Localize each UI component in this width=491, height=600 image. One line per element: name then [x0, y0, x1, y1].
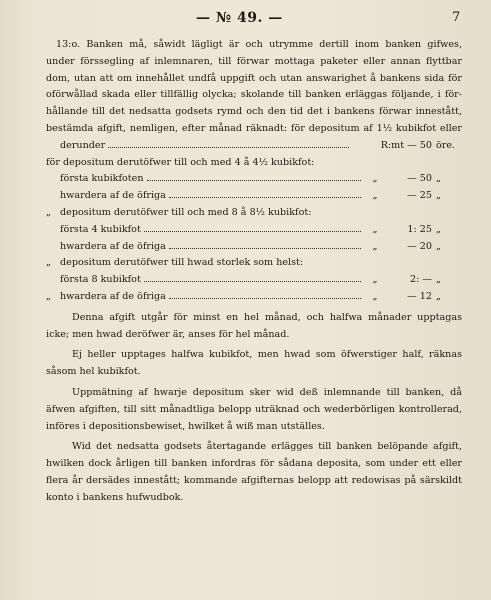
fee-label: första 8 kubikfot — [60, 274, 141, 286]
fee-label: hwardera af de öfriga — [60, 290, 166, 302]
text-line: konto i bankens hufwudbok. — [46, 491, 184, 503]
page-header — [0, 4, 491, 30]
ditto-mark: „ — [46, 257, 51, 269]
text-line: äfwen afgiften, till sitt månadtliga belopp uträknad och wederbörligen kontrollerad, — [46, 403, 462, 415]
fee-unit: öre. — [436, 139, 456, 151]
leader-dots — [144, 222, 361, 232]
fee-unit: „ — [436, 173, 441, 185]
fee-unit: „ — [436, 223, 441, 235]
fee-row — [46, 239, 462, 256]
document-body — [46, 37, 462, 507]
text-line: bestämda afgift, nemligen, efter månad räknadt: för depositum af 1½ kubikfot eller — [46, 122, 462, 134]
text-line: 13:o. Banken må, såwidt lägligt är och utrymme dertill inom banken gifwes, — [56, 39, 462, 50]
text-line: Denna afgift utgår för minst en hel månad, och halfwa månader upptagas — [72, 311, 462, 323]
text-line: dom, utan att om innehållet undfå uppgift och utan answarighet å bankens sida för — [46, 72, 462, 84]
ditto-mark: „ — [372, 190, 378, 202]
ditto-mark: „ — [372, 173, 378, 185]
fee-label: hwardera af de öfriga — [60, 240, 166, 252]
leader-dots — [147, 171, 361, 181]
paragraph — [46, 347, 462, 381]
text-line: hållande till det nedsatta godsets rymd och den tid det i bankens förwar innestått, — [46, 106, 462, 118]
fee-label: derunder — [60, 139, 106, 151]
text-line: såsom hel kubikfot. — [46, 366, 141, 378]
fee-label: hwardera af de öfriga — [60, 190, 166, 202]
fee-amount: 1: 25 — [407, 223, 432, 235]
paragraph — [46, 310, 462, 344]
fee-category-text: depositum derutöfwer till och med 8 å 8½ kubikfot: — [60, 206, 312, 218]
fee-unit: „ — [436, 274, 441, 286]
fee-amount: R:mt — 50 — [380, 139, 432, 151]
ditto-mark: „ — [372, 274, 378, 286]
fee-amount: 2: — — [410, 274, 432, 286]
ditto-mark: „ — [372, 240, 378, 252]
fee-unit: „ — [436, 190, 441, 202]
ditto-mark: „ — [372, 290, 378, 302]
leader-dots — [169, 289, 361, 299]
fee-row — [46, 289, 462, 306]
leader-dots — [144, 272, 361, 282]
fee-amount: — 25 — [407, 190, 432, 202]
text-line: Wid det nedsatta godsets återtagande erlägges till banken belöpande afgift, — [72, 441, 462, 453]
fee-row — [46, 188, 462, 205]
text-line: Ej heller upptages halfwa kubikfot, men hwad som öfwerstiger half, räknas — [72, 349, 462, 361]
fee-category-text: depositum derutöfwer till hwad storlek som helst: — [60, 257, 304, 269]
fee-label: första 4 kubikfot — [60, 223, 141, 235]
text-line: icke; men hwad deröfwer är, anses för hel månad. — [46, 328, 290, 340]
fee-amount: — 20 — [407, 240, 432, 252]
ditto-mark: „ — [46, 206, 51, 218]
leader-dots — [169, 188, 361, 198]
fee-category: för depositum derutöfwer till och med 4 å 4½ kubikfot: — [46, 156, 315, 168]
fee-row-base — [46, 138, 462, 155]
text-line: under förssegling af inlemnaren, till förwar mottaga paketer eller annan flyttbar — [46, 55, 462, 67]
fee-amount: — 50 — [407, 173, 432, 185]
paragraph — [46, 385, 462, 435]
text-line: Uppmätning af hwarje depositum sker wid deß inlemnande till banken, då — [72, 386, 462, 398]
fee-unit: „ — [436, 290, 441, 302]
text-line: införes i depositionsbewiset, hwilket å wiß man utställes. — [46, 420, 325, 432]
paragraph — [46, 439, 462, 506]
fee-unit: „ — [436, 240, 441, 252]
fee-row — [46, 171, 462, 188]
leader-dots — [169, 239, 361, 249]
fee-amount: — 12 — [407, 290, 432, 302]
text-line: oförwållad skada eller tillfällig olycka; skolande till banken erläggas följande, i för- — [46, 89, 462, 101]
page-number: 7 — [452, 10, 461, 25]
issue-number-title: — № 49. — — [196, 10, 283, 26]
ditto-mark: „ — [46, 290, 51, 302]
fee-label: första kubikfoten — [60, 173, 144, 185]
text-line: flera år dersädes innestått; kommande afgifternas belopp att redowisas på särskildt — [46, 474, 462, 486]
ditto-mark: „ — [372, 223, 378, 235]
fee-row — [46, 272, 462, 289]
fee-category — [46, 205, 462, 222]
leader-dots — [108, 138, 349, 148]
text-line: hwilken dock årligen till banken infordras för sådana deposita, som under ett eller — [46, 458, 462, 470]
fee-category — [46, 255, 462, 272]
fee-row — [46, 222, 462, 239]
